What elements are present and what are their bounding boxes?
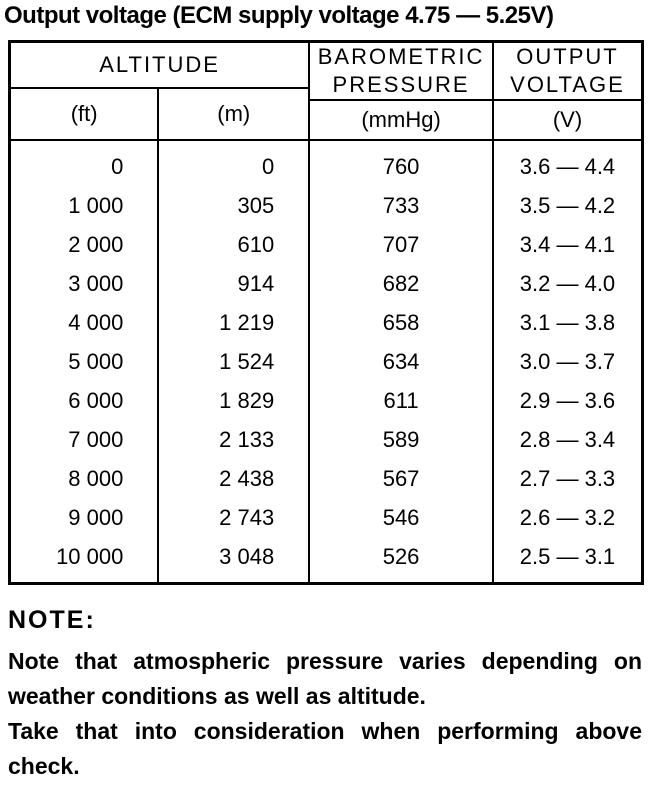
cell-altitude-ft: 3 000	[10, 264, 159, 303]
table-row	[10, 459, 643, 498]
cell-pressure: 567	[309, 459, 493, 498]
cell-pressure: 658	[309, 303, 493, 342]
unit-mmhg: (mmHg)	[309, 100, 493, 140]
cell-pressure: 526	[309, 537, 493, 584]
cell-altitude-ft: 8 000	[10, 459, 159, 498]
cell-pressure: 589	[309, 420, 493, 459]
cell-voltage: 3.5 — 4.2	[519, 192, 616, 218]
cell-pressure: 760	[309, 140, 493, 186]
table-row	[10, 140, 643, 186]
cell-altitude-m: 2 133	[158, 420, 309, 459]
cell-voltage: 2.7 — 3.3	[519, 465, 616, 491]
cell-altitude-m: 305	[158, 186, 309, 225]
table-body	[10, 140, 643, 584]
cell-voltage: 3.0 — 3.7	[519, 348, 616, 374]
note-text	[8, 644, 642, 784]
cell-altitude-ft: 6 000	[10, 381, 159, 420]
note-heading: NOTE:	[8, 606, 96, 634]
unit-m: (m)	[158, 88, 309, 140]
table-header	[10, 42, 643, 141]
page-title: Output voltage (ECM supply voltage 4.75 — 5.25V)	[4, 2, 554, 29]
header-altitude: ALTITUDE	[10, 42, 310, 89]
table-row	[10, 420, 643, 459]
cell-pressure: 733	[309, 186, 493, 225]
unit-ft: (ft)	[10, 88, 159, 140]
cell-voltage: 3.6 — 4.4	[493, 140, 643, 186]
cell-altitude-m: 610	[158, 225, 309, 264]
cell-pressure: 546	[309, 498, 493, 537]
cell-voltage: 2.8 — 3.4	[519, 426, 616, 452]
cell-pressure: 707	[309, 225, 493, 264]
table-row	[10, 186, 643, 225]
cell-altitude-ft: 4 000	[10, 303, 159, 342]
cell-voltage: 3.1 — 3.8	[519, 309, 616, 335]
cell-pressure: 634	[309, 342, 493, 381]
cell-voltage: 3.4 — 4.1	[519, 231, 616, 257]
cell-pressure: 682	[309, 264, 493, 303]
cell-altitude-m: 2 743	[158, 498, 309, 537]
cell-altitude-ft: 5 000	[10, 342, 159, 381]
cell-altitude-ft: 2 000	[10, 225, 159, 264]
altitude-voltage-table	[8, 40, 644, 585]
header-output-voltage: OUTPUT VOLTAGE	[510, 44, 625, 97]
cell-altitude-m: 3 048	[158, 537, 309, 584]
cell-altitude-m: 2 438	[158, 459, 309, 498]
cell-altitude-ft: 7 000	[10, 420, 159, 459]
cell-voltage: 2.5 — 3.1	[519, 543, 616, 569]
table-row	[10, 381, 643, 420]
cell-altitude-ft: 0	[10, 140, 159, 186]
cell-altitude-ft: 10 000	[10, 537, 159, 584]
header-barometric-pressure: BAROMETRIC PRESSURE	[309, 42, 493, 101]
cell-altitude-m: 1 524	[158, 342, 309, 381]
table-row	[10, 225, 643, 264]
note-line: Note that atmospheric pressure varies depending on weather conditions as well as altitude.	[8, 648, 642, 709]
cell-voltage: 3.2 — 4.0	[519, 270, 616, 296]
table-row	[10, 498, 643, 537]
cell-altitude-m: 914	[158, 264, 309, 303]
cell-altitude-m: 1 219	[158, 303, 309, 342]
cell-altitude-ft: 1 000	[10, 186, 159, 225]
cell-voltage: 2.6 — 3.2	[519, 504, 616, 530]
table-row	[10, 303, 643, 342]
cell-altitude-m: 0	[158, 140, 309, 186]
note-line: Take that into consideration when performing above check.	[8, 718, 642, 779]
cell-voltage: 2.9 — 3.6	[519, 387, 616, 413]
cell-altitude-m: 1 829	[158, 381, 309, 420]
cell-pressure: 611	[309, 381, 493, 420]
unit-v: (V)	[493, 100, 643, 140]
table-row	[10, 342, 643, 381]
table-row	[10, 264, 643, 303]
cell-altitude-ft: 9 000	[10, 498, 159, 537]
table-row	[10, 537, 643, 584]
